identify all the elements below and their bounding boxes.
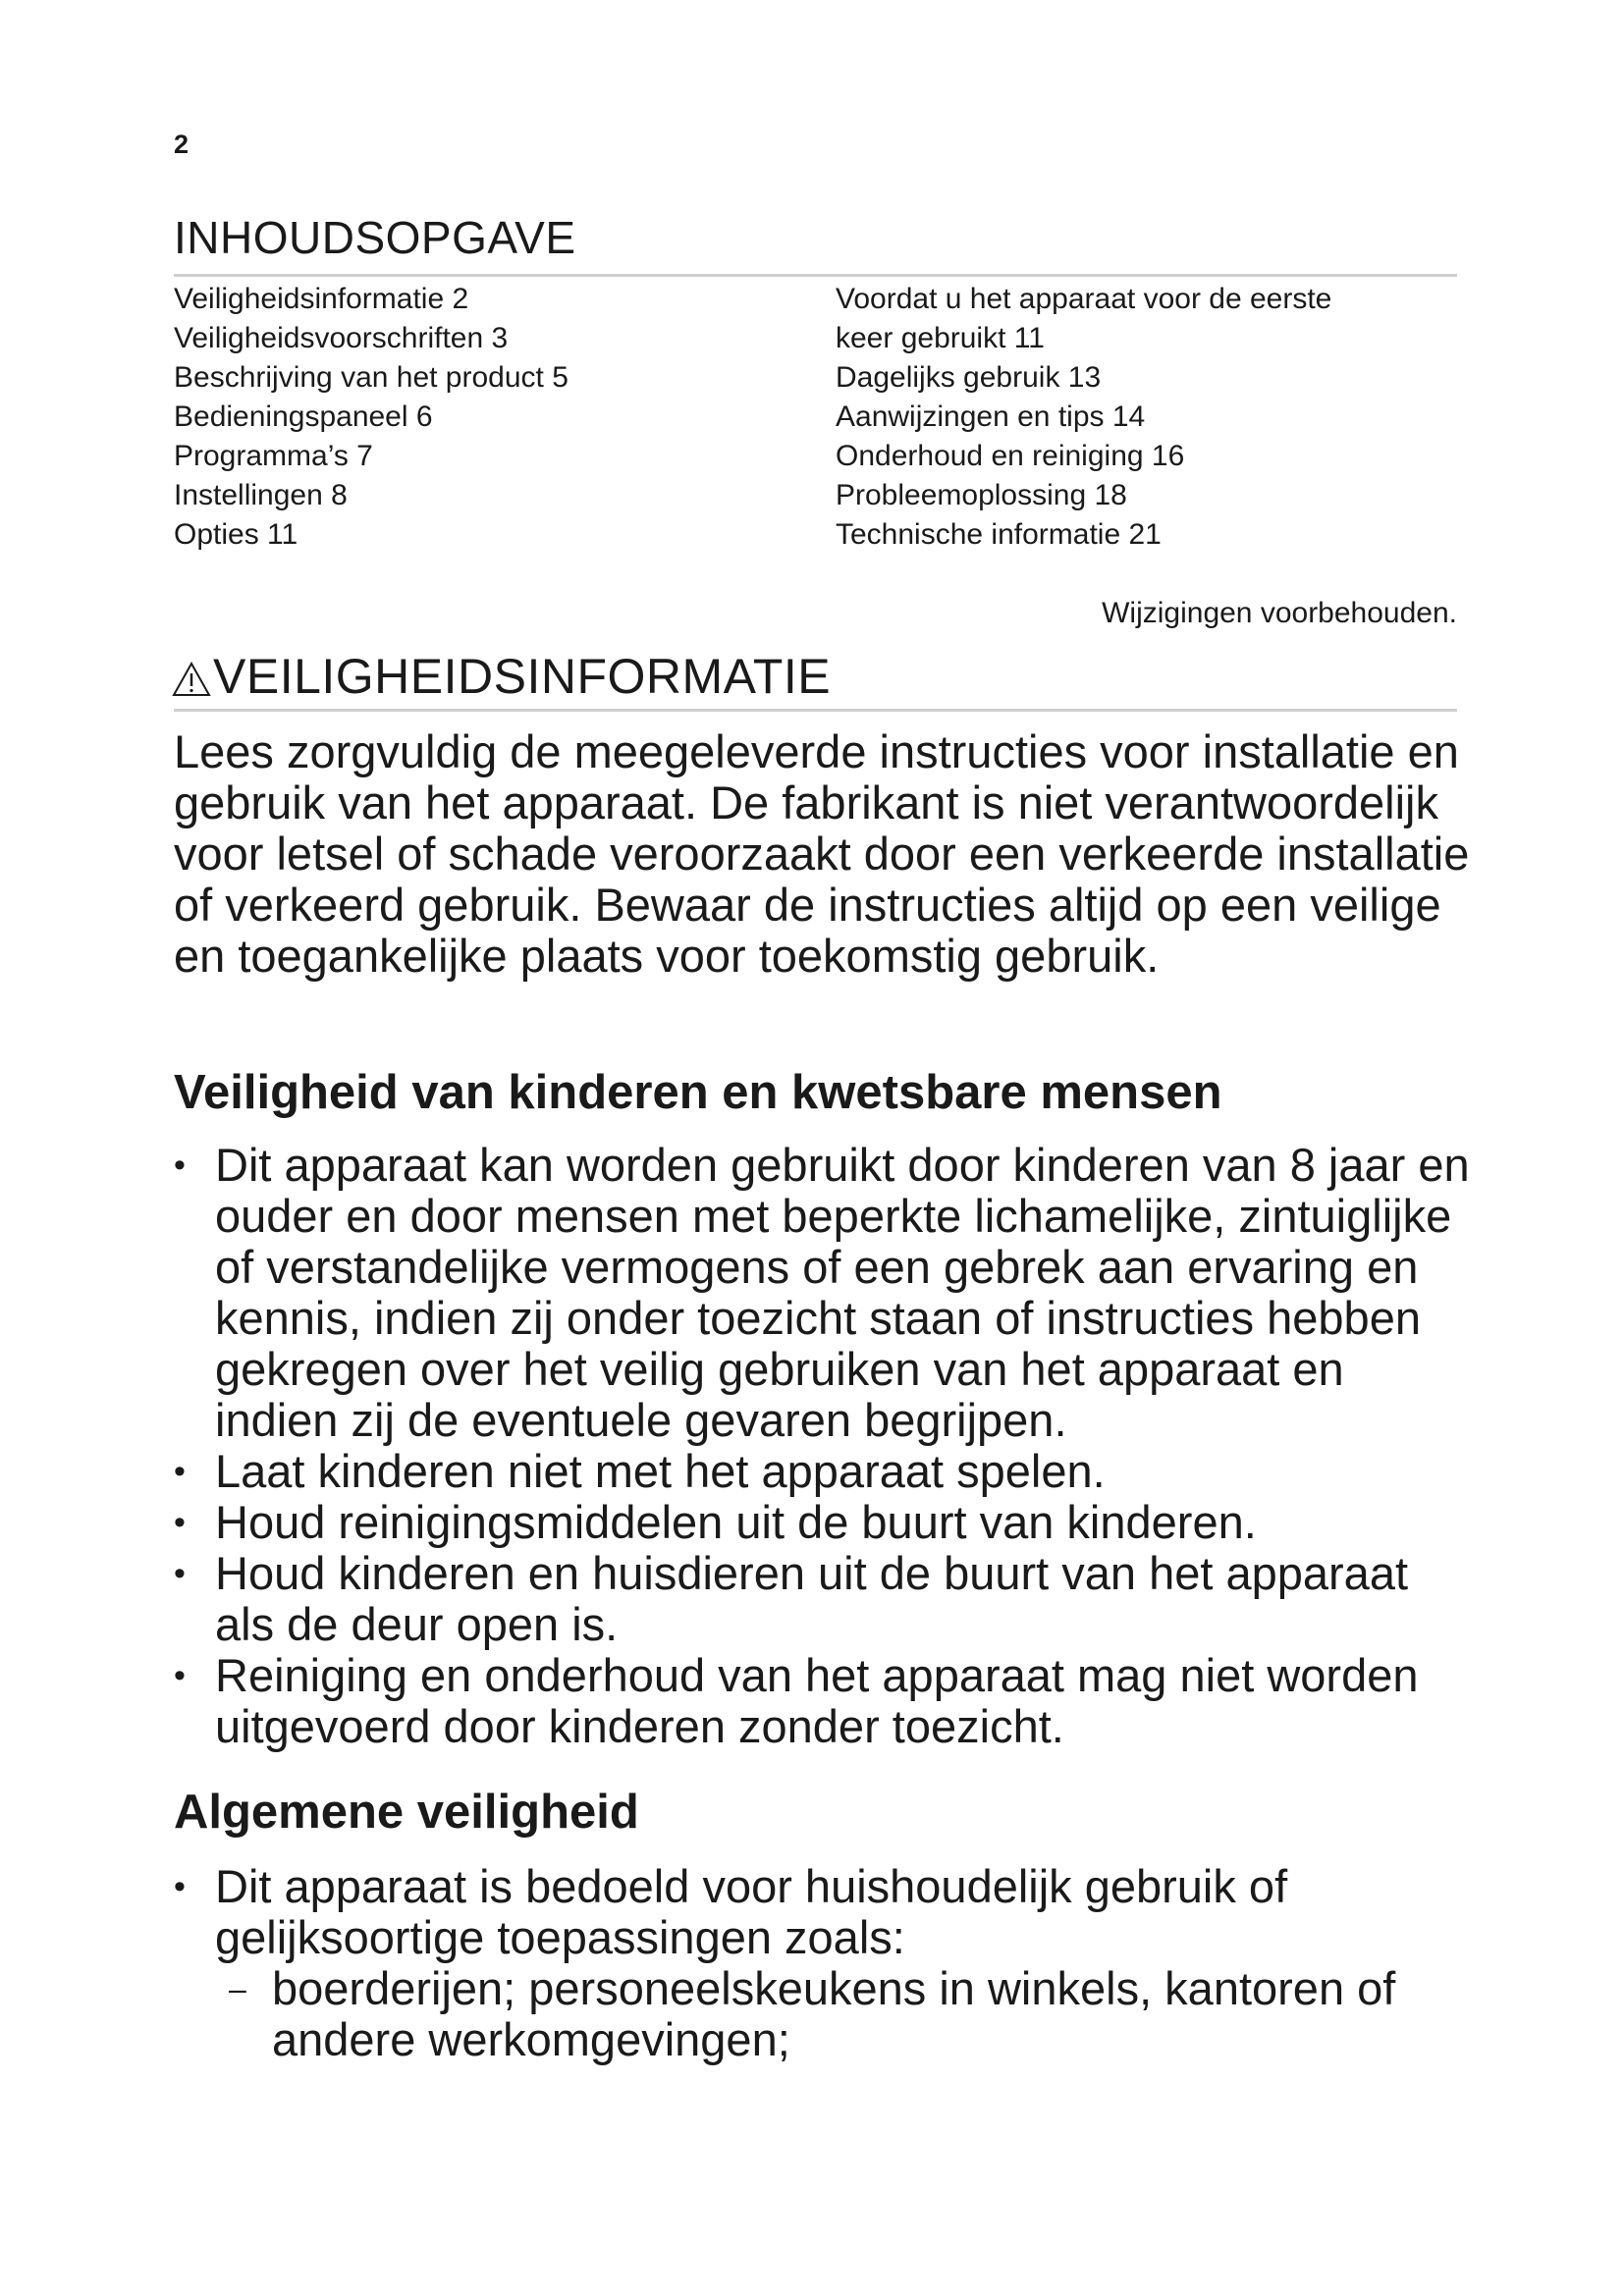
dash-icon: – bbox=[229, 1971, 246, 2006]
toc-item: Veiligheidsvoorschriften 3 bbox=[174, 322, 509, 354]
toc-item: Bedieningspaneel 6 bbox=[174, 400, 433, 433]
general-safety-sublist bbox=[215, 1963, 1480, 2065]
toc-item: Voordat u het apparaat voor de eerste bbox=[836, 283, 1332, 315]
page-number: 2 bbox=[174, 130, 189, 159]
toc-item: Technische informatie 21 bbox=[836, 518, 1162, 551]
list-item: • Laat kinderen niet met het apparaat spelen. bbox=[174, 1445, 1106, 1497]
safety-title-text: VEILIGHEIDSINFORMATIE bbox=[213, 649, 832, 704]
general-safety-list bbox=[174, 1861, 1480, 2065]
sub-list-item: – boerderijen; personeelskeukens in winkels, kantoren of andere werkomgevingen; bbox=[229, 1962, 1396, 2065]
list-item: • Dit apparaat is bedoeld voor huishoudelijk gebruik of gelijksoortige toepassingen zoals: – boerderijen; personeelskeukens in winkels, kantoren of andere werkomgevingen; bbox=[174, 1861, 1480, 2065]
bullet-icon: • bbox=[174, 1147, 186, 1184]
safety-section-title bbox=[172, 648, 831, 705]
list-item: • Reiniging en onderhoud van het apparaat mag niet worden uitgevoerd door kinderen zonder toezicht. bbox=[174, 1649, 1419, 1752]
bullet-icon: • bbox=[174, 1555, 186, 1592]
toc-item: Dagelijks gebruik 13 bbox=[836, 361, 1102, 394]
children-safety-list bbox=[174, 1140, 1480, 1752]
list-item: • Houd reinigingsmiddelen uit de buurt van kinderen. bbox=[174, 1496, 1257, 1548]
toc-divider bbox=[174, 274, 1457, 277]
toc-item: Onderhoud en reiniging 16 bbox=[836, 440, 1185, 472]
toc-item: Probleemoplossing 18 bbox=[836, 479, 1127, 511]
toc-item: Opties 11 bbox=[174, 518, 298, 551]
bullet-icon: • bbox=[174, 1453, 186, 1490]
changes-note: Wijzigingen voorbehouden. bbox=[1102, 597, 1457, 629]
children-safety-heading: Veiligheid van kinderen en kwetsbare mensen bbox=[174, 1066, 1222, 1119]
list-item: • Dit apparaat kan worden gebruikt door kinderen van 8 jaar en ouder en door mensen met beperkte lichamelijke, zintuiglijke of verstandelijke vermogens of een gebrek aan ervaring en kennis, indien zij onder toezicht staan of instructies hebben gekregen over het veilig gebruiken van het apparaat en indien zij de eventuele gevaren begrijpen. bbox=[174, 1139, 1470, 1446]
toc-item: keer gebruikt 11 bbox=[836, 322, 1045, 354]
general-safety-heading: Algemene veiligheid bbox=[174, 1786, 639, 1839]
toc-title: INHOUDSOPGAVE bbox=[174, 212, 576, 263]
toc-item: Veiligheidsinformatie 2 bbox=[174, 283, 469, 315]
safety-intro-paragraph: Lees zorgvuldig de meegeleverde instructies voor installatie en gebruik van het apparaat. De fabrikant is niet verantwoordelijk voor letsel of schade veroorzaakt door een verkeerde installatie of verkeerd gebruik. Bewaar de instructies altijd op een veilige en toegankelijke plaats voor toekomstig gebruik. bbox=[174, 725, 1470, 982]
toc-item: Beschrijving van het product 5 bbox=[174, 361, 568, 394]
toc-item: Programma’s 7 bbox=[174, 440, 373, 472]
toc-item: Instellingen 8 bbox=[174, 479, 348, 511]
bullet-icon: • bbox=[174, 1868, 186, 1905]
toc-item: Aanwijzingen en tips 14 bbox=[836, 400, 1146, 433]
safety-divider bbox=[174, 709, 1457, 712]
warning-triangle-icon bbox=[172, 662, 211, 697]
bullet-icon: • bbox=[174, 1657, 186, 1694]
list-item: • Houd kinderen en huisdieren uit de buurt van het apparaat als de deur open is. bbox=[174, 1547, 1409, 1650]
bullet-icon: • bbox=[174, 1504, 186, 1541]
toc-left-column bbox=[174, 280, 568, 555]
toc-right-column bbox=[836, 280, 1331, 555]
